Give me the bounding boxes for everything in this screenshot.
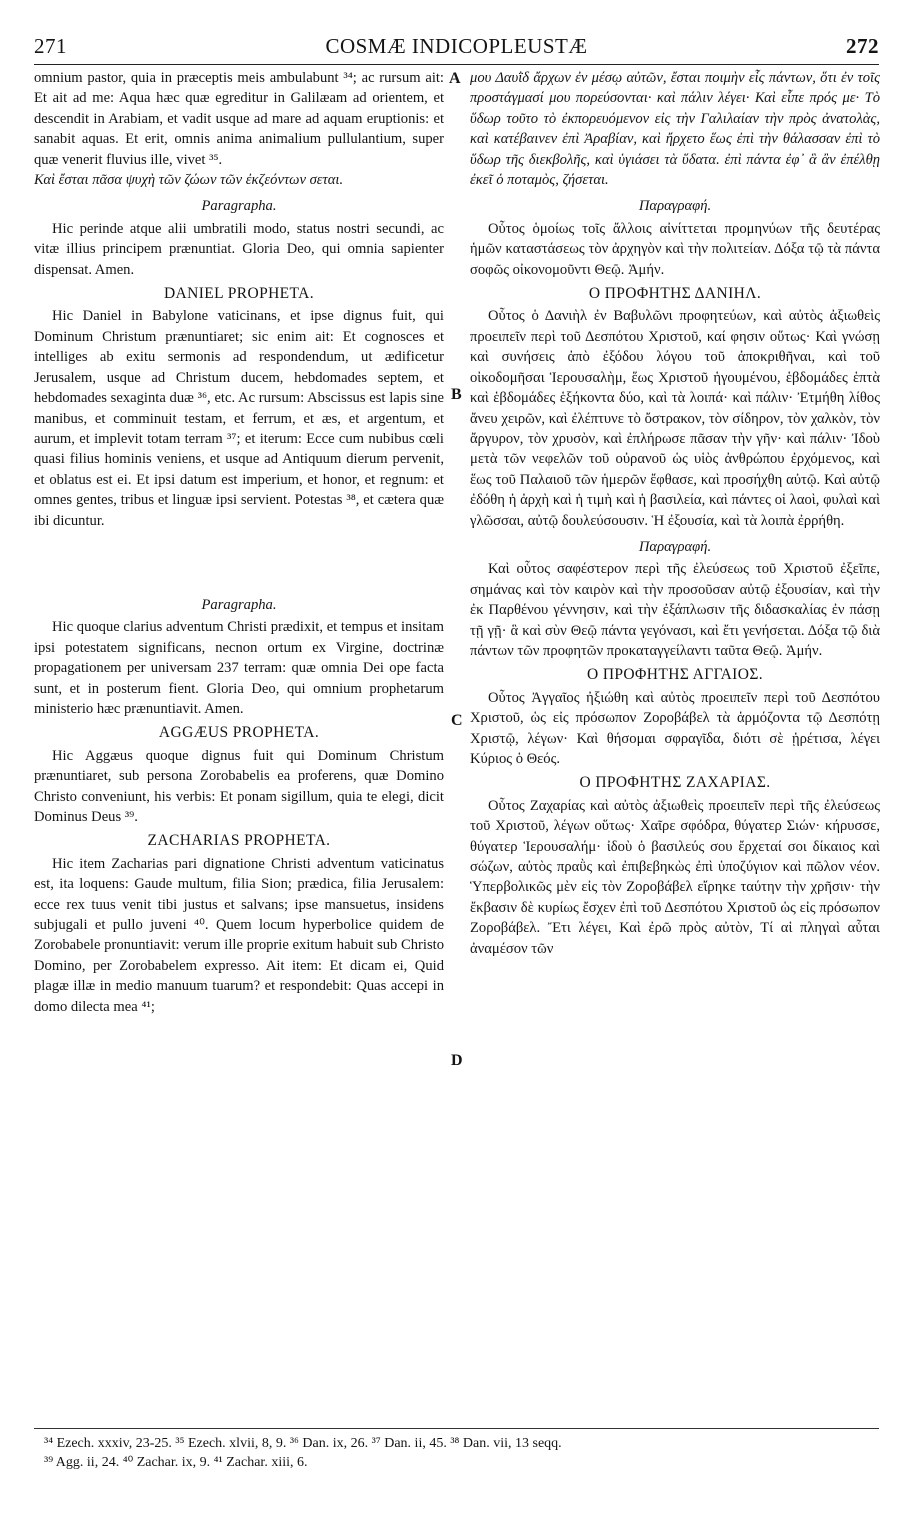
latin-paragraph-zacharias: Hic item Zacharias pari dignatione Christi adventum vaticinatus est, ita loquens: Gaude multum, filia Sion; prædica, filia Jerusalem: ecce rex tuus venit tibi justus et salvans; ipse mansuetus, insidens subjugali et pullo juveni ⁴⁰. Quem locum hyperbolice quidem de Zorobabele pronuntiavit: verum ille proprie exitum habuit sub Christo Domino, per Zorobabelem expresso. Ait item: Et dicam ei, Quid plagæ illæ in medio manuum tuarum? et respondebit: Quas accepi in domo dilecta mea ⁴¹; [34,855,444,1015]
latin-paragraph-4: Hic quoque clarius adventum Christi prædixit, et tempus et insitam ipsi potestatem significans, necnon ortum ex Virgine, doctrinæ propagationem per universam 237 terram: quæ omnia Dei ope facta sunt, et in posterum fient. Gloria Deo, qui omnium prophetarum ministerio hæc prænuntiavit. Amen. [34,619,444,717]
greek-paragraph-aggaeus: Οὗτος Ἀγγαῖος ἠξιώθη καὶ αὐτὸς προειπεῖν περὶ τοῦ Δεσπότου Χριστοῦ, ὡς εἰς πρόσωπον Ζοροβάβελ τὰ ἁρμόζοντα τῷ Δεσπότῃ Χριστῷ, λέγων· Καὶ θήσομαι σφραγῖδα, διότι σὲ ᾑρέτισα, λέγει Κύριος ὁ Θεός. [470,689,880,767]
greek-paragraph-4: Καὶ οὗτος σαφέστερον περὶ τῆς ἐλεύσεως τοῦ Χριστοῦ ἐξεῖπε, σημάνας καὶ τὸν καιρὸν καὶ τὴν προσοῦσαν αὐτῷ ἐξουσίαν, καὶ τὴν ἐκ Παρθένου γέννησιν, καὶ τὴν ἐξάπλωσιν τῆς διδασκαλίας ἐν πάσῃ τῇ γῇ· ἃ καὶ σὺν Θεῷ πάντα γεγόνασι, καὶ ἔτι γενήσεται. Δόξα τῷ διὰ πάντων τῶν προφητῶν προκαταγγείλαντι ταῦτα Θεῷ. Ἀμήν. [470,561,880,659]
page-number-right: 272 [846,34,879,58]
latin-column [34,68,444,1420]
page-number-left: 271 [34,34,67,58]
greek-paragraphe-1: Παραγραφή. [638,198,712,215]
column-gap [34,531,444,589]
header-rule [34,64,879,65]
latin-paragraph-2: Hic perinde atque alii umbratili modo, status nostri secundi, ac vitæ illius principem prænuntiat. Gloria Deo, qui omnia sapienter dispensat. Amen. [34,220,444,278]
latin-greek-line: Καὶ ἔσται πᾶσα ψυχὴ τῶν ζώων τῶν ἐκζεόντων σεται. [34,172,344,189]
latin-paragraph-daniel: Hic Daniel in Babylone vaticinans, et ipse dignus fuit, qui Dominum Christum prænuntiaret; sic enim ait: Et cognosces et intelliges ab exitu sermonis ad respondendum, ut ædificetur Jerusalem, usque ad Christum ducem, hebdomades septem, et hebdomades sexaginta duæ ³⁶, etc. Ac rursum: Abscissus est lapis sine manibus, et comminuit testam, et ferrum, et æs, et argentum, et aurum, et implevit totam terram ³⁷; et iterum: Ecce cum nubibus cœli quasi filius hominis veniens, et usque ad Antiquum dierum pervenit, et oblatus est ei. Et ipsi datum est imperium, et honor, et regnum: et omnes gentes, tribus et linguæ ipsi servient. Potestas ³⁸, et cætera quæ ibi dicuntur. [34,308,444,529]
greek-paragraph-zacharias: Οὗτος Ζαχαρίας καὶ αὐτὸς ἀξιωθεὶς προειπεῖν περὶ τῆς ἐλεύσεως τοῦ Χριστοῦ, λέγων οὕτως· Χαῖρε σφόδρα, θύγατερ Σιών· κήρυσσε, θύγατερ Ἱερουσαλήμ· ἰδοὺ ὁ βασιλεύς σου ἔρχεταί σοι δίκαιος καὶ σώζων, αὐτὸς πραῢς καὶ ἐπιβεβηκὼς ἐπὶ ὑποζύγιον καὶ πῶλον νέον. Ὑπερβολικῶς μὲν εἰς τὸν Ζοροβάβελ εἴρηκε ταύτην τὴν χρῆσιν· τὴν ἔκβασιν δὲ κυρίως ἔσχεν ἐπὶ τοῦ Δεσπότου Χριστοῦ ὡς εἰς πρόσωπον Ζοροβάβελ. Ἔτι λέγει, Καὶ ἐρῶ πρὸς αὐτὸν, Τί αἱ πληγαὶ αὗται ἀναμέσον τῶν [470,797,880,957]
greek-column [470,68,880,1420]
footnote-line-1: ³⁴ Ezech. xxxiv, 23-25. ³⁵ Ezech. xlvii, 8, 9. ³⁶ Dan. ix, 26. ³⁷ Dan. ii, 45. ³⁸ Dan. vii, 13 seqq. [44,1436,562,1451]
margin-letter-b: B [451,386,462,403]
latin-paragraph-1: omnium pastor, quia in præceptis meis ambulabunt ³⁴; ac rursum ait: Et ait ad me: Aqua hæc quæ egreditur in Galilæam ad orientem, et descendit in Arabiam, et vadit usque ad mare ad aquam eruptionis: et sanabit aquas. Et erit, omnis anima animalium pullulantium, super quæ venerit fluvius ille, vivet ³⁵. [34,70,444,168]
footnotes [44,1434,879,1472]
greek-paragraph-1: μου Δαυῒδ ἄρχων ἐν μέσῳ αὐτῶν, ἔσται ποιμὴν εἷς πάντων, ὅτι ἐν τοῖς προστάγμασί μου πορεύσονται· καὶ πάλιν λέγει· Καὶ εἶπε πρός με· Τὸ ὕδωρ τοῦτο τὸ ἐκπορευόμενον εἰς τὴν Γαλιλαίαν τὴν πρὸς ἀνατολὰς, καὶ κατέβαινεν ἐπὶ Ἀραβίαν, καὶ ἤρχετο ἕως ἐπὶ τὴν θάλασσαν ἐπὶ τὸ ὕδωρ τῆς διεκβολῆς, καὶ ὑγιάσει τὰ ὕδατα. ἐπὶ πάντα ἐφ᾽ ἃ ἂν ἐπέλθῃ ἐκεῖ ὁ ποταμὸς, ζήσεται. [470,70,880,189]
latin-paragrapha-1: Paragrapha. [201,198,277,215]
margin-letter-d: D [451,1052,463,1069]
greek-paragraphe-2: Παραγραφή. [638,538,712,555]
heading-aggaeus-latin: AGGÆUS PROPHETA. [158,724,320,742]
margin-letter-c: C [451,712,463,729]
page-header [34,30,879,64]
heading-aggaeus-greek: Ο ΠΡΟΦΗΤΗΣ ΑΓΓΑΙΟΣ. [586,666,764,684]
heading-daniel-latin: DANIEL PROPHETA. [163,285,315,303]
latin-paragrapha-2: Paragrapha. [201,596,277,613]
margin-letter-a: A [449,70,461,87]
heading-zacharias-greek: Ο ΠΡΟΦΗΤΗΣ ΖΑΧΑΡΙΑΣ. [579,774,771,792]
latin-paragraph-aggaeus: Hic Aggæus quoque dignus fuit qui Dominum Christum prænuntiaret, sub persona Zorobabelis ea proferens, quæ Domino Christo conveniunt, his verbis: Et ponam sigillum, quia te elegi, dicit Dominus Deus ³⁹. [34,747,444,825]
footnote-rule [34,1428,879,1429]
running-title: COSMÆ INDICOPLEUSTÆ [325,34,588,58]
footnote-line-2: ³⁹ Agg. ii, 24. ⁴⁰ Zachar. ix, 9. ⁴¹ Zachar. xiii, 6. [44,1455,308,1470]
greek-paragraph-2: Οὗτος ὁμοίως τοῖς ἄλλοις αἰνίττεται προμηνύων τῆς δευτέρας ἡμῶν καταστάσεως τὸν ἀρχηγὸν καὶ τὴν πολιτείαν. Δόξα τῷ τὰ πάντα σοφῶς οἰκονομοῦντι Θεῷ. Ἀμήν. [470,220,880,278]
heading-zacharias-latin: ZACHARIAS PROPHETA. [147,832,331,850]
heading-daniel-greek: Ο ΠΡΟΦΗΤΗΣ ΔΑΝΙΗΛ. [588,285,762,303]
greek-paragraph-daniel: Οὗτος ὁ Δανιὴλ ἐν Βαβυλῶνι προφητεύων, καὶ αὐτὸς ἀξιωθεὶς προειπεῖν περὶ τοῦ Δεσπότου Χριστοῦ, καί φησιν οὕτως· Καὶ γνώσῃ καὶ συνήσεις ἀπὸ ἐξόδου λόγου τοῦ ἀποκριθῆναι, καὶ τοῦ οἰκοδομῆσαι Ἱερουσαλὴμ, ἕως Χριστοῦ ἡγουμένου, ἑβδομάδες ἑπτὰ καὶ ἑβδομάδες ἑξήκοντα δύο, καὶ τὰ λοιπά· καὶ πάλιν· Ἐτμήθη λίθος ἄνευ χειρῶν, καὶ ἐλέπτυνε τὸ ὄστρακον, τὸν σίδηρον, τὸν χαλκὸν, τὸν ἄργυρον, τὸν χρυσὸν, καὶ ἐπλήρωσε πᾶσαν τὴν γῆν· καὶ πάλιν· Ἰδοὺ μετὰ τῶν νεφελῶν τοῦ οὐρανοῦ ὡς υἱὸς ἀνθρώπου ἐρχόμενος, καὶ ἕως τοῦ Παλαιοῦ τῶν ἡμερῶν ἔφθασε, καὶ προσήχθη αὐτῷ. Καὶ αὐτῷ ἐδόθη ἡ ἀρχὴ καὶ ἡ τιμὴ καὶ ἡ βασιλεία, καὶ πάντες οἱ λαοὶ, φυλαὶ καὶ γλῶσσαι, αὐτῷ δουλεύσουσιν. Ἡ ἐξουσία, καὶ τὰ λοιπὰ ἐρρήθη. [470,308,880,529]
